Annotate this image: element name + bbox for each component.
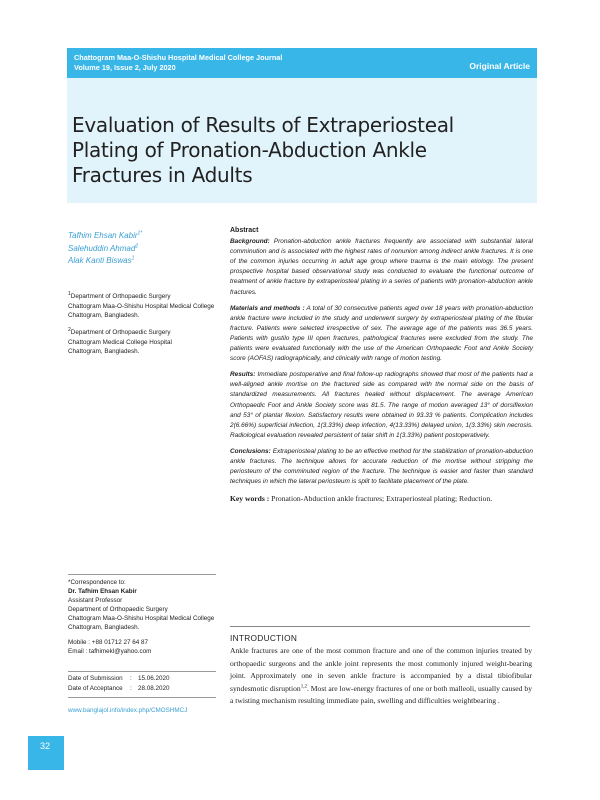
- author-list: [68, 230, 218, 268]
- introduction-text: Ankle fractures are one of the most common fracture and one of the common injuries treated by orthopaedic surgeons and the ankle joint represents the most commonly injured weight-bearing joint. Approximately one in seven ankle fracture is accompanied by a distal tibiofibular syndesmotic disruption$^{1,2}$. Most are low-energy fractures of one or both malleoli, usually caused by a twisting mechanism resulting immediate pain, swelling and difficulties weightbearing .: [230, 646, 532, 705]
- correspondence-name: Dr. Tafhim Ehsan Kabir: [68, 588, 137, 595]
- acceptance-date: Date of Acceptance : 28.08.2020: [68, 685, 170, 692]
- abstract-methods: Materials and methods : A total of 30 consecutive patients aged over 18 years with pronation-abduction ankle fracture were included in the study and underwent surgery by extraperiosteal plating of the fibular fracture. Patients were selected irrespective of sex. The average age of the patients was 36.5 years. Patients with gustilo type III open fractures, pathological fractures were excluded from the study. The patients were evaluated functionally with the use of the American Orthopaedic Foot and Ankle Society score (AOFAS) radiographically, and clinically with range of motion testing.: [230, 304, 533, 363]
- journal-info: [74, 53, 282, 73]
- abstract-heading: Abstract: [230, 227, 259, 234]
- section-divider: [230, 626, 530, 627]
- abstract-results: Results: Immediate postoperative and final follow-up radiographs showed that most of the patients had a well-aligned ankle mortise on the fractured side as compared with the normal side on the basis of standardized measurements. All fractures healed without displacement. The average American Orthopaedic Foot and Ankle Society score was 81.5. The range of motion averaged 13° of dorsiflexion and 53° of plantar flexion. Satisfactory results were obtained in 93.33 % patients. Complication includes 2(6.66%) superficial infection, 1(3.33%) deep infection, 4(13.33%) delayed union, 1(3.33%) skin necrosis. Radiological evaluation revealed persistent of talar shift in 1(3.33%) patient postoperatively.: [230, 371, 534, 439]
- submission-date: Date of Submission : 15.06.2020: [68, 675, 170, 682]
- left-margin: [0, 0, 28, 800]
- journal-name: Chattogram Maa-O-Shishu Hospital Medical College Journal: [74, 53, 283, 62]
- abstract-section: [230, 226, 533, 510]
- author: Alak Kanti Biswas$^1$: [68, 255, 135, 265]
- page-number: 32: [39, 741, 50, 751]
- article-title: Evaluation of Results of Extraperiosteal Plating of Pronation-Abduction Ankle Fractures in Adults: [72, 113, 454, 188]
- correspondence-divider: [68, 574, 216, 575]
- keywords: Key words : Pronation-Abduction ankle fractures; Extraperiosteal plating; Reduction.: [230, 494, 493, 504]
- correspondence-email: Email : tafhimekl@yahoo.com: [68, 648, 152, 655]
- correspondence-label: *Correspondence to:: [68, 579, 126, 586]
- article-type: Original Article: [469, 61, 530, 71]
- abstract-background: Background: Pronation-abduction ankle fractures frequently are associated with substantial lateral comminution and is associated with the highest rates of nonunion among indirect ankle fractures. It is one of the common injuries occurring in adult age group where trauma is the main etiology. The present prospective hospital based observational study was conducted to evaluate the functional outcome of treatment of ankle fracture by extraperiosteal plating in a series of patients with pronation-abduction ankle fractures.: [230, 238, 533, 296]
- affiliation-1: $^1$Department of Orthopaedic Surgery Chattogram Maa-O-Shishu Hospital Medical College Chattogram, Bangladesh.: [68, 290, 215, 319]
- introduction-heading: INTRODUCTION: [230, 633, 298, 643]
- journal-url-link[interactable]: www.banglajol.info/index.php/CMOSHMCJ: [68, 707, 188, 714]
- author: Tafhim Ehsan Kabir$^{1*}$: [68, 230, 143, 240]
- correspondence-block: *Correspondence to: Dr. Tafhim Ehsan Kabir Assistant Professor Department of Orthopaedic Surgery Chattogram Maa-O-Shishu Hospital Medical College Chattogram, Bangladesh. Mobile : +88 01712 27 64 87 Email : tafhimekl@yahoo.com: [68, 578, 218, 656]
- dates-divider-top: [68, 671, 216, 672]
- journal-volume: Volume 19, Issue 2, July 2020: [74, 63, 176, 72]
- correspondence-mobile: Mobile : +88 01712 27 64 87: [68, 639, 148, 646]
- author: Salehuddin Ahmad$^2$: [68, 242, 139, 253]
- dates-divider-bottom: [68, 697, 216, 698]
- affiliation-2: $^2$Department of Orthopaedic Surgery Chattogram Medical College Hospital Chattogram, Bangladesh.: [68, 326, 172, 355]
- abstract-conclusions: Conclusions: Extraperiosteal plating to be an effective method for the stabilization of pronation-abduction ankle fractures. The technique allows for accurate reduction of the mortise without stripping the periosteum of the comminuted region of the fracture. The technique is easier and faster than standard techniques in which the lateral periosteum is split to facilitate placement of the plate.: [230, 447, 533, 486]
- dates-block: [68, 674, 218, 694]
